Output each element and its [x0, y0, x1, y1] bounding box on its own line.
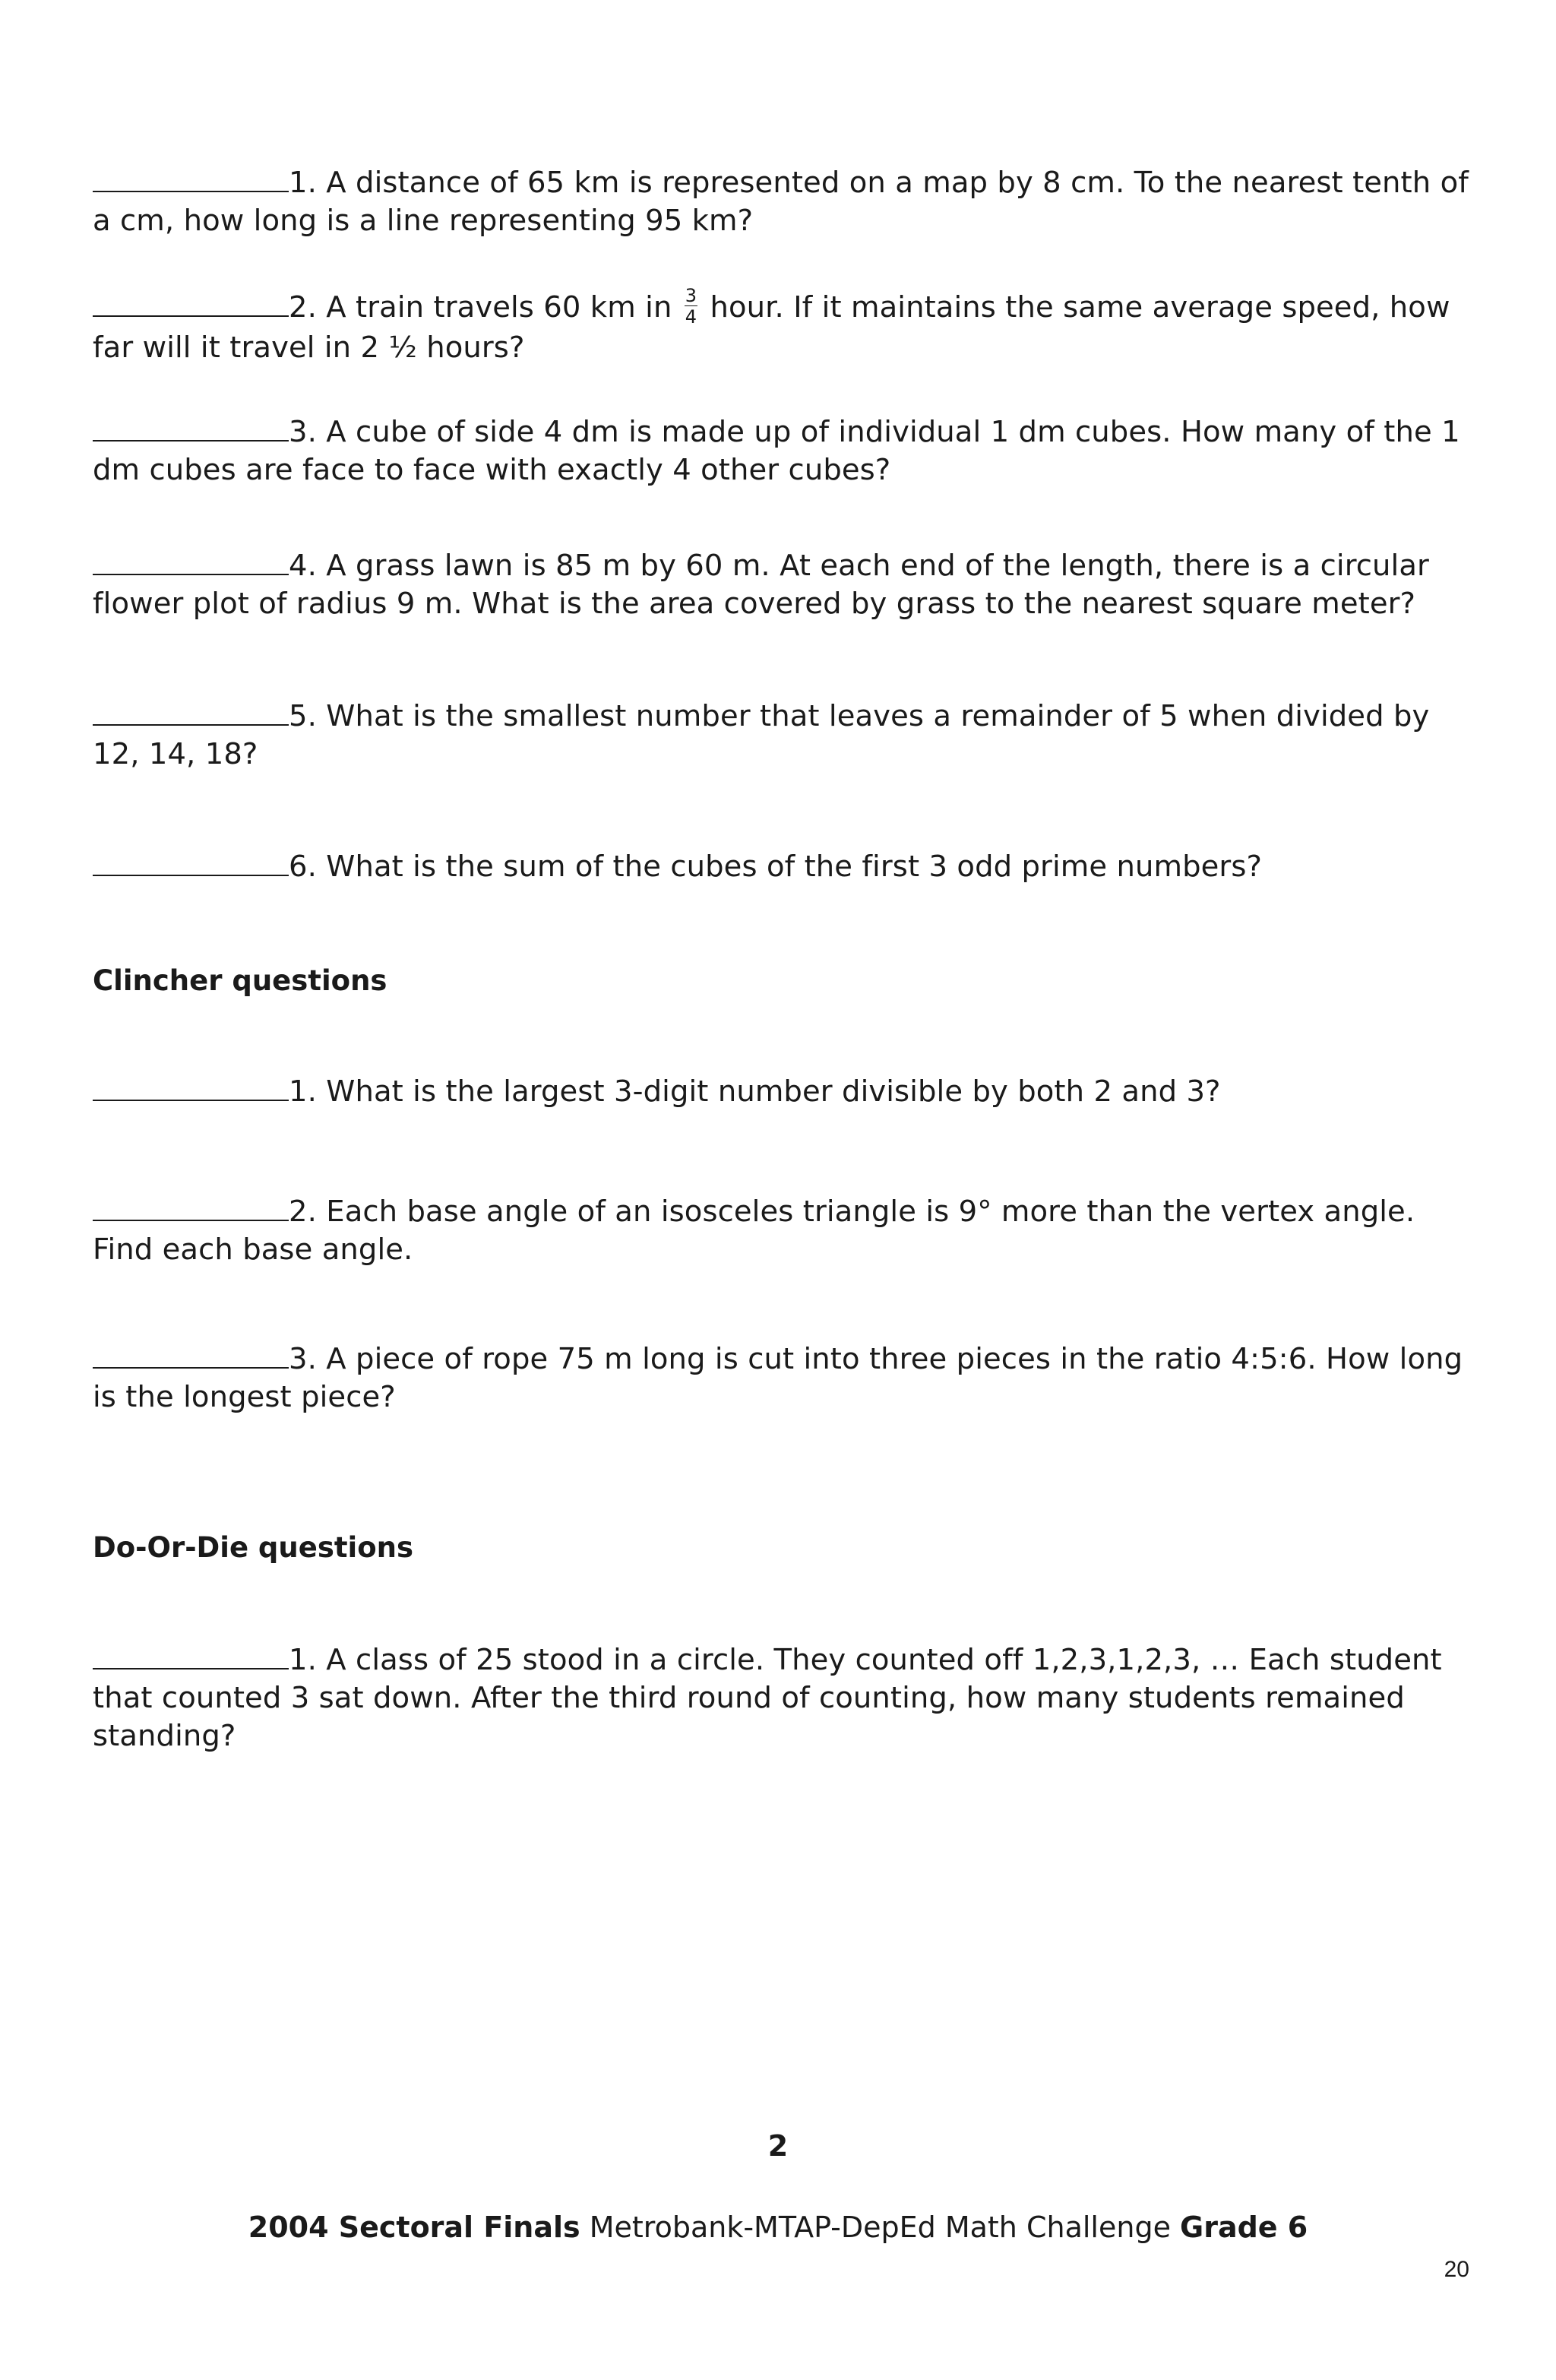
doordie-heading: Do-Or-Die questions	[93, 1531, 414, 1564]
doordie-question-1: 1. A class of 25 stood in a circle. They counted off 1,2,3,1,2,3, … Each student that counted 3 sat down. After the third round of counting, how many students remained standing?	[93, 1643, 1442, 1753]
answer-blank[interactable]	[93, 1195, 289, 1221]
answer-blank[interactable]	[93, 1075, 289, 1101]
answer-blank[interactable]	[93, 166, 289, 192]
answer-blank[interactable]	[93, 549, 289, 575]
fraction-three-quarters: $\frac{3}{4}$	[685, 284, 697, 328]
footer-title: Metrobank-MTAP-DepEd Math Challenge	[580, 2211, 1181, 2244]
question-3: 3. A cube of side 4 dm is made up of individual 1 dm cubes. How many of the 1 dm cubes are face to face with exactly 4 other cubes?	[93, 415, 1460, 487]
question-6: 6. What is the sum of the cubes of the first 3 odd prime numbers?	[93, 848, 1475, 886]
answer-blank[interactable]	[93, 291, 289, 317]
footer-event: 2004 Sectoral Finals	[248, 2211, 580, 2244]
answer-blank[interactable]	[93, 1343, 289, 1369]
question-4: 4. A grass lawn is 85 m by 60 m. At each end of the length, there is a circular flower plot of radius 9 m. What is the area covered by grass to the nearest square meter?	[93, 549, 1429, 621]
question-5: 5. What is the smallest number that leaves a remainder of 5 when divided by 12, 14, 18?	[93, 699, 1430, 771]
answer-blank[interactable]	[93, 850, 289, 876]
answer-blank[interactable]	[93, 416, 289, 442]
clincher-question-3: 3. A piece of rope 75 m long is cut into three pieces in the ratio 4:5:6. How long is the longest piece?	[93, 1342, 1463, 1414]
clincher-question-2: 2. Each base angle of an isosceles triangle is 9° more than the vertex angle. Find each base angle.	[93, 1195, 1415, 1267]
clincher-question-1: 1. What is the largest 3-digit number divisible by both 2 and 3?	[93, 1073, 1475, 1111]
clincher-heading: Clincher questions	[93, 964, 387, 997]
footer	[0, 2208, 1556, 2246]
question-2: 2. A train travels 60 km in $\frac{3}{4}$ hour. If it maintains the same average speed, how far will it travel in 2 ½ hours?	[93, 284, 1450, 365]
answer-blank[interactable]	[93, 700, 289, 726]
page-number: 2	[767, 2129, 789, 2163]
question-1: 1. A distance of 65 km is represented on a map by 8 cm. To the nearest tenth of a cm, how long is a line representing 95 km?	[93, 166, 1469, 238]
sheet-number: 20	[1444, 2257, 1469, 2282]
footer-grade: Grade 6	[1180, 2211, 1308, 2244]
answer-blank[interactable]	[93, 1644, 289, 1669]
